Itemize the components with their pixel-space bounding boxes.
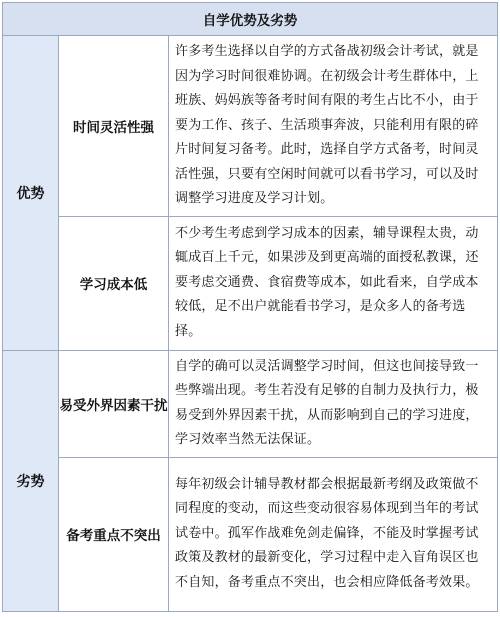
- table-row: [3, 216, 498, 350]
- row-description: 每年初级会计辅导教材都会根据最新考纲及政策做不同程度的变动，而这些变动很容易体现到当年的考试试卷中。孤军作战难免剑走偏锋，不能及时掌握考试政策及教材的最新变化，学习过程中走入盲角误区也不自知，备考重点不突出，也会相应降低备考效果。: [169, 457, 498, 611]
- row-description: 许多考生选择以自学的方式备战初级会计考试，就是因为学习时间很难协调。在初级会计考生群体中，上班族、妈妈族等备考时间有限的考生占比不小，由于要为工作、孩子、生活琐事奔波，只能利用有限的碎片时间复习备考。此时，选择自学方式备考，时间灵活性强，只要有空闲时间就可以看书学习，可以及时调整学习进度及学习计划。: [169, 36, 498, 217]
- row-label: 学习成本低: [59, 216, 169, 350]
- row-description: 自学的确可以灵活调整学习时间，但这也间接导致一些弊端出现。考生若没有足够的自制力及执行力，极易受到外界因素干扰，从而影响到自己的学习进度，学习效率当然无法保证。: [169, 350, 498, 457]
- row-label: 易受外界因素干扰: [59, 350, 169, 457]
- table-row: [3, 36, 498, 217]
- comparison-table: [2, 2, 498, 612]
- row-label: 备考重点不突出: [59, 457, 169, 611]
- title-row: [3, 3, 498, 36]
- table-row: [3, 350, 498, 457]
- row-description: 不少考生考虑到学习成本的因素，辅导课程太贵，动辄成百上千元，如果涉及到更高端的面授私教课，还要考虑交通费、食宿费等成本，如此看来，自学成本较低，足不出户就能看书学习，是众多人的备考选择。: [169, 216, 498, 350]
- category-advantages: 优势: [3, 36, 59, 351]
- category-disadvantages: 劣势: [3, 350, 59, 611]
- row-label: 时间灵活性强: [59, 36, 169, 217]
- table-title: 自学优势及劣势: [3, 3, 498, 36]
- table-row: [3, 457, 498, 611]
- comparison-table-container: [2, 2, 498, 612]
